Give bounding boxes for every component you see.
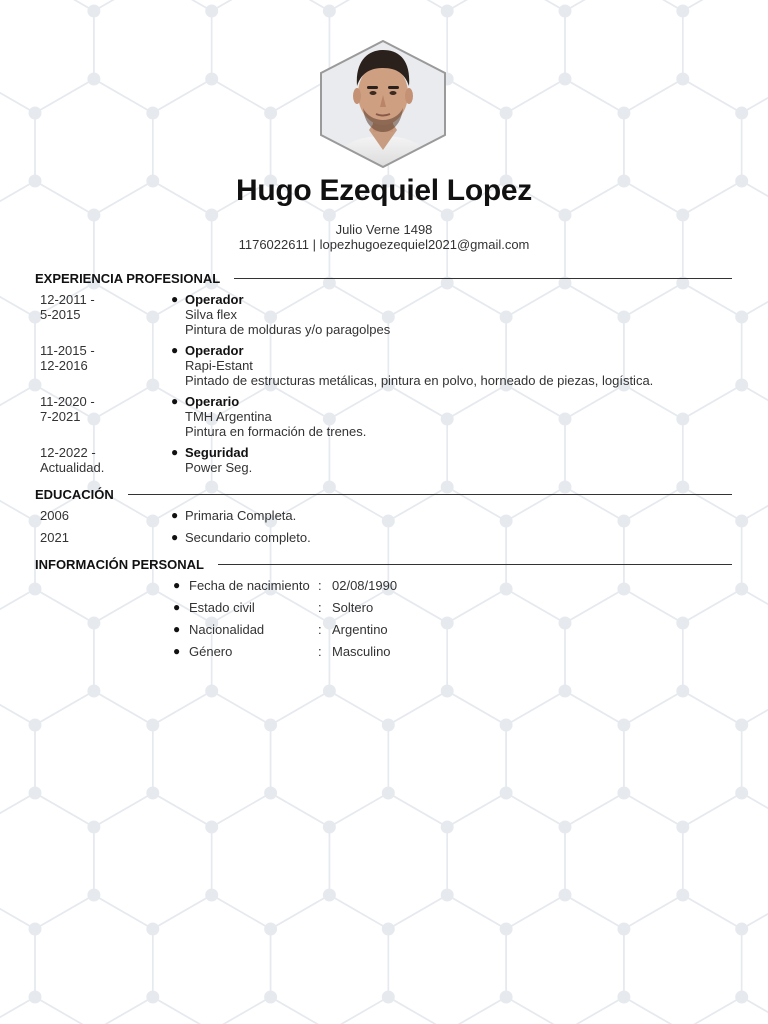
info-label: Género	[189, 644, 233, 659]
candidate-name: Hugo Ezequiel Lopez	[236, 174, 532, 207]
email-address: lopezhugoezequiel2021@gmail.com	[319, 237, 530, 252]
address: Julio Verne 1498	[335, 222, 433, 237]
bullet-icon: ●	[173, 622, 181, 636]
date-start: 12-2011 -	[40, 292, 95, 307]
info-value: Argentino	[332, 622, 388, 637]
education-text: Primaria Completa.	[185, 508, 297, 523]
info-colon: :	[318, 644, 322, 659]
date-start: 11-2020 -	[40, 394, 95, 409]
education-year: 2021	[40, 530, 69, 545]
section-heading: EXPERIENCIA PROFESIONAL	[35, 270, 221, 286]
phone-number: 1176022611	[238, 237, 309, 252]
date-end: Actualidad.	[40, 460, 105, 475]
company-name: Power Seg.	[185, 460, 253, 475]
section-divider	[218, 564, 732, 565]
bullet-icon: ●	[173, 600, 181, 614]
info-colon: :	[318, 622, 322, 637]
section-title-personal	[35, 556, 732, 572]
company-name: Silva flex	[185, 307, 238, 322]
profile-photo-hexagon-icon	[319, 40, 447, 168]
info-colon: :	[318, 600, 322, 615]
info-label: Fecha de nacimiento	[189, 578, 310, 593]
job-role: Operador	[185, 292, 244, 307]
entry-detail	[185, 445, 745, 475]
section-heading: EDUCACIÓN	[35, 486, 114, 502]
date-end: 7-2021	[40, 409, 81, 424]
bullet-icon: ●	[171, 508, 179, 522]
education-text: Secundario completo.	[185, 530, 311, 545]
company-name: Rapi-Estant	[185, 358, 253, 373]
section-divider	[128, 494, 732, 495]
bullet-icon: ●	[171, 292, 179, 306]
entry-detail	[185, 292, 745, 337]
entry-detail	[185, 394, 745, 439]
date-end: 5-2015	[40, 307, 81, 322]
profile-photo	[319, 40, 447, 168]
info-label: Estado civil	[189, 600, 255, 615]
job-role: Seguridad	[185, 445, 249, 460]
entry-detail	[185, 343, 745, 388]
contact-line	[0, 237, 768, 252]
job-description: Pintado de estructuras metálicas, pintura en polvo, horneado de piezas, logística.	[185, 373, 654, 388]
section-heading: INFORMACIÓN PERSONAL	[35, 556, 204, 572]
bullet-icon: ●	[171, 343, 179, 357]
entry-date	[40, 445, 150, 475]
job-description: Pintura en formación de trenes.	[185, 424, 367, 439]
entry-date	[40, 343, 150, 373]
company-name: TMH Argentina	[185, 409, 272, 424]
job-role: Operador	[185, 343, 244, 358]
bullet-icon: ●	[173, 578, 181, 592]
entry-date	[40, 292, 150, 322]
job-role: Operario	[185, 394, 240, 409]
info-value: 02/08/1990	[332, 578, 398, 593]
bullet-icon: ●	[171, 394, 179, 408]
date-start: 11-2015 -	[40, 343, 95, 358]
job-description: Pintura de molduras y/o paragolpes	[185, 322, 391, 337]
bullet-icon: ●	[171, 445, 179, 459]
education-year: 2006	[40, 508, 69, 523]
bullet-icon: ●	[173, 644, 181, 658]
info-label: Nacionalidad	[189, 622, 265, 637]
info-colon: :	[318, 578, 322, 593]
date-end: 12-2016	[40, 358, 88, 373]
info-value: Soltero	[332, 600, 374, 615]
bullet-icon: ●	[171, 530, 179, 544]
info-value: Masculino	[332, 644, 391, 659]
section-divider	[234, 278, 732, 279]
section-title-education	[35, 486, 732, 502]
entry-date	[40, 394, 150, 424]
contact-separator: |	[312, 237, 316, 252]
date-start: 12-2022 -	[40, 445, 96, 460]
section-title-experience	[35, 270, 732, 286]
